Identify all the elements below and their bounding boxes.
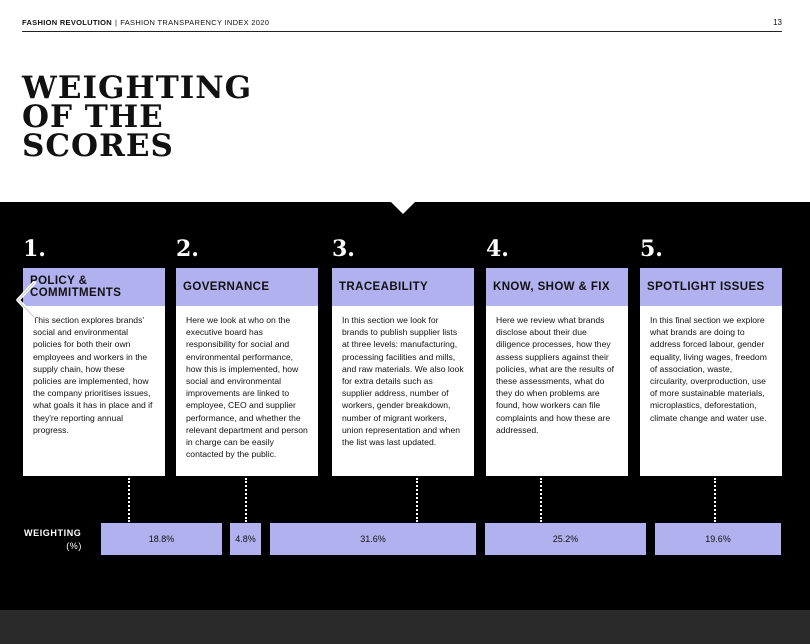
panel-notch (391, 202, 415, 214)
section-body: In this section we look for brands to publish supplier lists at three levels: manufacturing, processing facilities and mills, and raw materials. We also look for extra details such as supplier address, number of workers, gender breakdown, number of migrant workers, union representation and when the list was last updated. (342, 315, 464, 448)
section-heading: TRACEABILITY (332, 268, 474, 306)
footer-strip (0, 610, 810, 644)
section-number: 1. (23, 236, 46, 262)
weight-value: 4.8% (230, 523, 261, 555)
dotted-connector (245, 478, 247, 522)
section-heading: GOVERNANCE (176, 268, 318, 306)
weight-value: 31.6% (270, 523, 476, 555)
dotted-connector (416, 478, 418, 522)
section-body: Here we review what brands disclose about their due diligence processes, how they assess suppliers against their policies, what are the results of these assessments, what do they do when problems are found, how workers can file complaints and how these are addressed. (496, 315, 614, 435)
page-header (22, 14, 782, 32)
section-heading: KNOW, SHOW & FIX (486, 268, 628, 306)
section-card-spotlight (640, 268, 782, 476)
weighting-label (24, 527, 84, 553)
page-title-line: SCORES (22, 128, 174, 164)
header-title (22, 18, 269, 27)
section-card-policy (23, 268, 165, 476)
section-number: 4. (486, 236, 509, 262)
section-heading: SPOTLIGHT ISSUES (640, 268, 782, 306)
page-number: 13 (773, 18, 782, 27)
dotted-connector (714, 478, 716, 522)
section-number: 5. (640, 236, 663, 262)
weighting-title: WEIGHTING (24, 528, 82, 538)
section-number: 2. (176, 236, 199, 262)
weight-value: 19.6% (655, 523, 781, 555)
header-separator: | (115, 18, 118, 27)
chevron-left-icon[interactable] (12, 280, 40, 320)
page-title (22, 70, 282, 164)
weight-value: 18.8% (101, 523, 222, 555)
section-card-governance (176, 268, 318, 476)
header-brand: FASHION REVOLUTION (22, 18, 112, 27)
weight-value: 25.2% (485, 523, 646, 555)
section-heading: POLICY & COMMITMENTS (23, 268, 165, 306)
section-number: 3. (332, 236, 355, 262)
section-card-know-show-fix (486, 268, 628, 476)
section-body: Here we look at who on the executive board has responsibility for social and environmental performance, how this is implemented, how social and environmental improvements are linked to employee, CEO and supplier performance, and whether the relevant department and person in charge can be easily contacted by the public. (186, 315, 308, 460)
dotted-connector (128, 478, 130, 522)
page-title-line: OF THE (22, 99, 164, 135)
page-title-line: WEIGHTING (22, 70, 253, 106)
dotted-connector (540, 478, 542, 522)
section-body: This section explores brands' social and environmental policies for both their own employees and workers in the supply chain, how these policies are implemented, how the company prioritises issues, what goals it has in place and if they're reporting annual progress. (33, 315, 153, 435)
section-body: In this final section we explore what brands are doing to address forced labour, gender equality, living wages, freedom of association, waste, circularity, overproduction, use of more sustainable materials, microplastics, deforestation, climate change and water use. (650, 315, 767, 423)
header-subtitle: FASHION TRANSPARENCY INDEX 2020 (120, 18, 270, 27)
weighting-unit: (%) (66, 541, 82, 551)
section-card-traceability (332, 268, 474, 476)
